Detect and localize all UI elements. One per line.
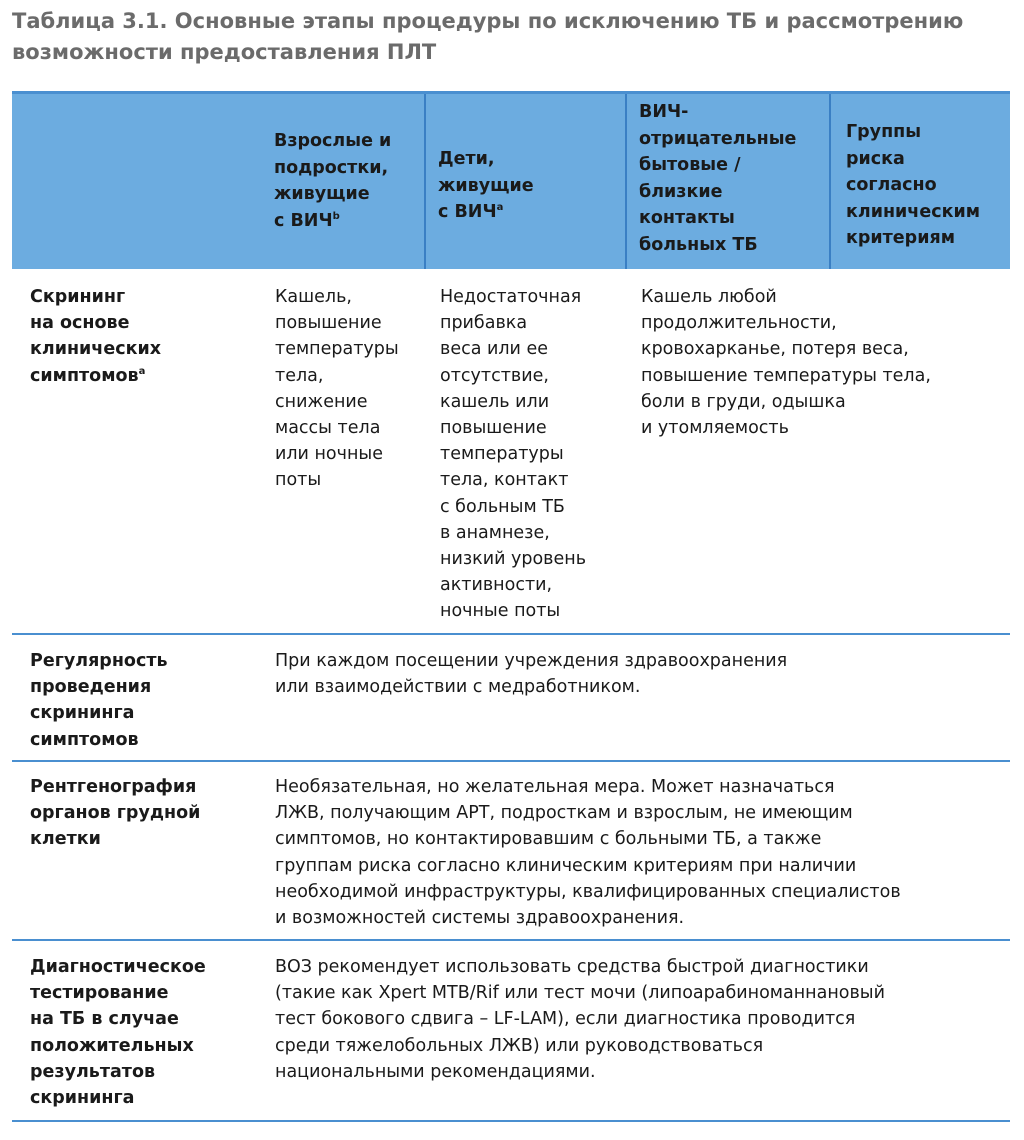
header-divider bbox=[829, 94, 831, 269]
footnote-marker: b bbox=[332, 210, 340, 222]
table-bottom-border bbox=[12, 1120, 1010, 1122]
row-label-screening-frequency: Регулярность проведения скрининга симптомов bbox=[30, 651, 168, 750]
header-adults-with-hiv: Взрослые и подростки, живущие с ВИЧ$^b$ bbox=[274, 131, 392, 231]
table-title bbox=[12, 6, 1012, 68]
footnote-marker: a bbox=[496, 202, 504, 213]
cell-adults-symptoms: Кашель, повышение температуры тела, снижение массы тела или ночные поты bbox=[275, 287, 399, 491]
row-label-symptom-screening: Скрининг на основе клинических симптомов$^a$ bbox=[30, 287, 161, 386]
table-title-line-2: возможности предоставления ПЛТ bbox=[12, 40, 437, 64]
table-title-line-1: Таблица 3.1. Основные этапы процедуры по исключению ТБ и рассмотрению bbox=[12, 9, 964, 33]
table-header bbox=[12, 91, 1010, 269]
header-children-with-hiv: Дети, живущие с ВИЧ$^a$ bbox=[438, 149, 534, 222]
row-divider bbox=[12, 633, 1010, 635]
cell-diagnostic-testing: ВОЗ рекомендует использовать средства быстрой диагностики (такие как Xpert MTB/Rif или тест мочи (липоарабиноманнановый тест бокового сдвига – LF-LAM), если диагностика проводится среди тяжелобольных ЛЖВ) или руководствоваться национальными рекомендациями. bbox=[275, 957, 885, 1082]
row-label-diagnostic-testing: Диагностическое тестирование на ТБ в случае положительных результатов скрининга bbox=[30, 957, 206, 1109]
header-clinical-risk-groups: Группы риска согласно клиническим критериям bbox=[846, 122, 981, 248]
cell-children-symptoms: Недостаточная прибавка веса или ее отсутствие, кашель или повышение температуры тела, контакт с больным ТБ в анамнезе, низкий уровень активности, ночные поты bbox=[440, 287, 587, 622]
cell-contacts-symptoms: Кашель любой продолжительности, кровохарканье, потеря веса, повышение температуры тела, боли в груди, одышка и утомляемость bbox=[641, 287, 931, 439]
cell-screening-frequency: При каждом посещении учреждения здравоохранения или взаимодействии с медработником. bbox=[275, 651, 788, 698]
cell-chest-xray: Необязательная, но желательная мера. Может назначаться ЛЖВ, получающим АРТ, подросткам и взрослым, не имеющим симптомов, но контактировавшим с больными ТБ, а также группам риска согласно клиническим критериям при наличии необходимой инфраструктуры, квалифицированных специалистов и возможностей системы здравоохранения. bbox=[275, 777, 901, 929]
row-divider bbox=[12, 760, 1010, 762]
header-hiv-negative-contacts: ВИЧ- отрицательные бытовые / близкие контакты больных ТБ bbox=[639, 102, 797, 255]
row-divider bbox=[12, 939, 1010, 941]
row-label-chest-xray: Рентгенография органов грудной клетки bbox=[30, 777, 201, 850]
footnote-marker: a bbox=[138, 365, 146, 377]
header-divider bbox=[424, 94, 426, 269]
